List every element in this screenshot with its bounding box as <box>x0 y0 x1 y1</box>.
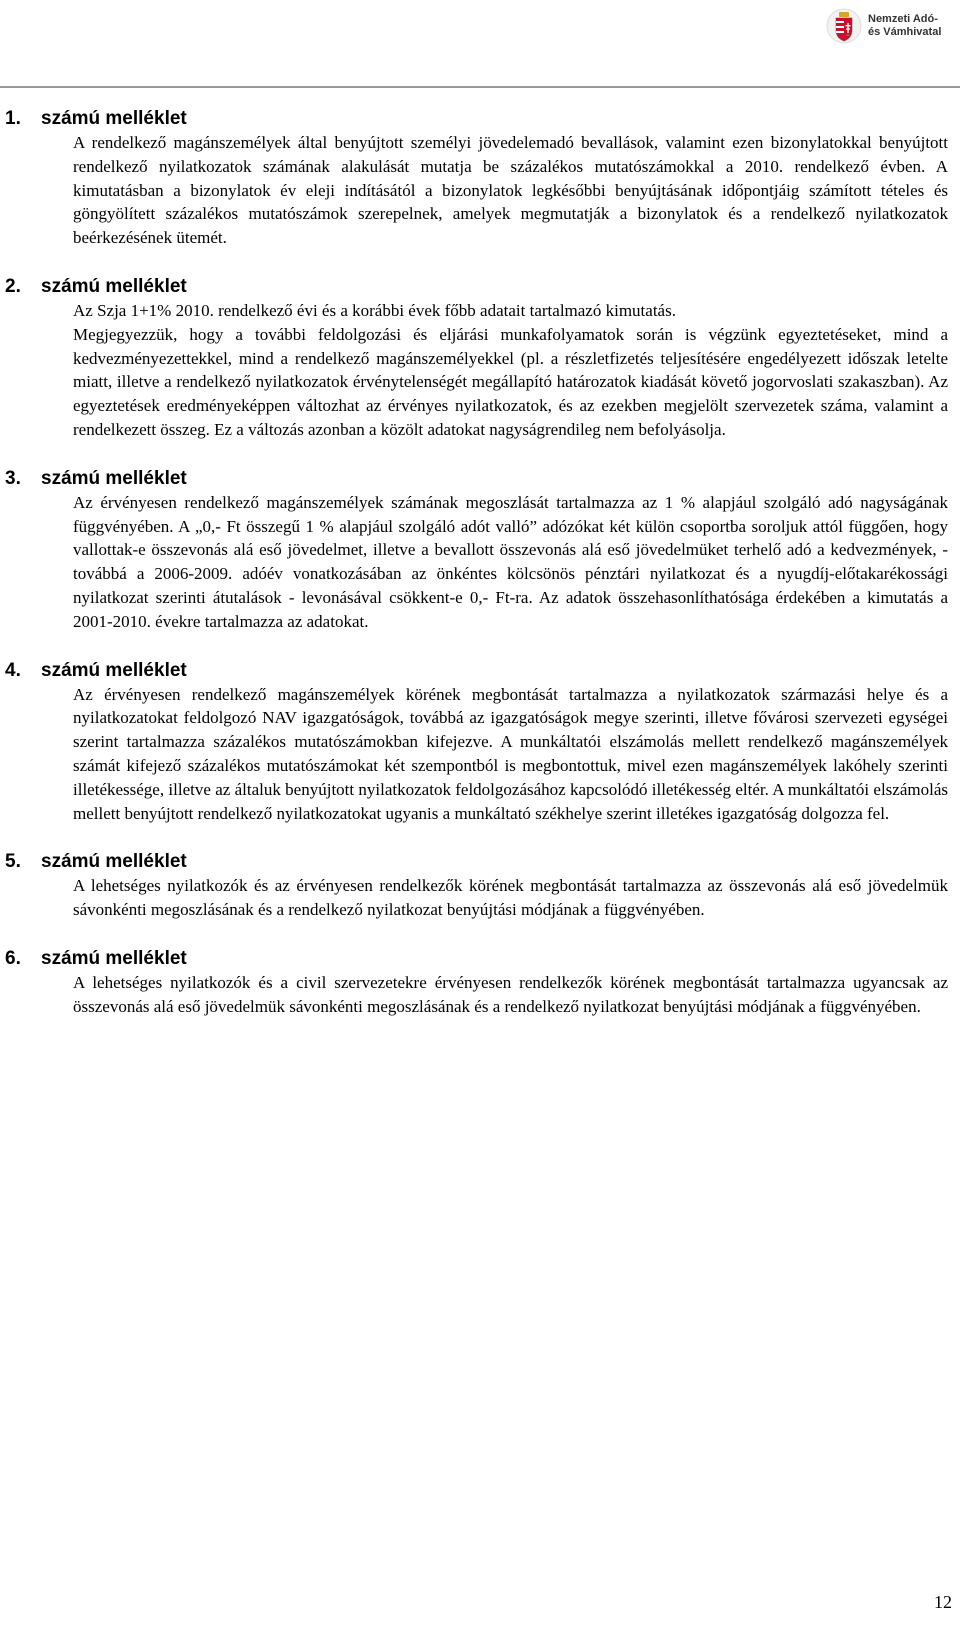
section-body <box>73 491 948 634</box>
section-title: számú melléklet <box>41 851 187 873</box>
section-title: számú melléklet <box>41 275 187 297</box>
paragraph: Megjegyezzük, hogy a további feldolgozási és eljárási munkafolyamatok során is végzünk egyeztetéseket, mind a kedvezményezettekkel, mind a rendelkező magánszemélyekkel (pl. a részletfizetés teljesítésére engedélyezett időszak letelte miatt, illetve a rendelkező nyilatkozatok érvénytelenségét megállapító határozatok kiadását követő jogorvoslati szakaszban). Az egyeztetések eredményeképpen változhat az érvényes nyilatkozatok, és az ezekben megjelölt szervezetek száma, valamint a rendelkezett összeg. Ez a változás azonban a közölt adatokat nagyságrendileg nem befolyásolja. <box>73 324 948 439</box>
section-heading <box>0 658 960 683</box>
section-number: 3. <box>5 467 21 489</box>
paragraph: A lehetséges nyilatkozók és a civil szervezetekre érvényesen rendelkezők körének megbontását tartalmazza ugyancsak az összevonás alá eső jövedelmük sávonkénti megoszlásának és a rendelkező nyilatkozat benyújtási módjának a függvényében. <box>73 972 948 1016</box>
section-1 <box>0 106 960 250</box>
section-body <box>73 874 948 922</box>
section-body <box>73 683 948 826</box>
section-number: 5. <box>5 851 21 873</box>
section-title: számú melléklet <box>41 947 187 969</box>
section-body <box>73 971 948 1019</box>
paragraph: Az érvényesen rendelkező magánszemélyek körének megbontását tartalmazza a nyilatkozatok származási helye és a nyilatkozatokat feldolgozó NAV igazgatóságok, továbbá az igazgatóságok megye szerinti, illetve fővárosi szervezeti egységei szerint tartalmazza százalékos mutatószámokban kifejezve. A munkáltatói elszámolás mellett rendelkező magánszemélyek számát kifejező százalékos mutatószámokat két szempontból is megbontottuk, mivel ezen magánszemélyek lakóhely szerinti illetékessége, illetve az általuk benyújtott nyilatkozatok feldolgozásához kapcsolódó illetékesség eltér. A munkáltatói elszámolás mellett benyújtott rendelkező nyilatkozatokat ugyanis a munkáltató székhelye szerint illetékes igazgatóság dolgozza fel. <box>73 684 948 823</box>
section-2 <box>0 274 960 442</box>
paragraph: Az Szja 1+1% 2010. rendelkező évi és a korábbi évek főbb adatait tartalmazó kimutatás. <box>73 300 676 320</box>
section-title: számú melléklet <box>41 467 187 489</box>
section-heading <box>0 946 960 971</box>
section-4 <box>0 658 960 826</box>
section-heading <box>0 466 960 491</box>
section-number: 2. <box>5 275 21 297</box>
document-body <box>0 106 960 1043</box>
paragraph: Az érvényesen rendelkező magánszemélyek számának megoszlását tartalmazza az 1 % alapjául szolgáló adó nagyságának függvényében. A „0,- Ft összegű 1 % alapjául szolgáló adót valló” adózókat két külön csoportba soroljuk attól függően, hogy vallottak-e összevonás alá eső jövedelmet, illetve a bevallott összevonás alá eső jövedelmüket terhelő adó a kedvezmények, - továbbá a 2006-2009. adóév vonatkozásában az önkéntes kölcsönös pénztári nyilatkozat és a nyugdíj-előtakarékossági nyilatkozat szerinti átutalások - levonásával csökkent-e 0,- Ft-ra. Az adatok összehasonlíthatósága érdekében a kimutatás a 2001-2010. évekre tartalmazza az adatokat. <box>73 492 948 631</box>
header-divider <box>0 86 960 88</box>
section-number: 1. <box>5 108 21 129</box>
section-heading <box>0 849 960 874</box>
nav-logo <box>826 6 952 46</box>
section-body <box>73 299 948 442</box>
paragraph: A lehetséges nyilatkozók és az érvényesen rendelkezők körének megbontását tartalmazza az összevonás alá eső jövedelmük sávonkénti megoszlásának és a rendelkező nyilatkozat benyújtási módjának a függvényében. <box>73 876 948 920</box>
logo-text-line1: Nemzeti Adó- <box>868 13 938 25</box>
section-body <box>73 131 948 250</box>
section-heading <box>0 106 960 131</box>
section-title: számú melléklet <box>41 659 187 681</box>
hungarian-coat-of-arms-icon <box>826 6 862 46</box>
section-number: 4. <box>5 659 21 681</box>
logo-text <box>868 13 941 39</box>
section-5 <box>0 849 960 922</box>
section-title: számú melléklet <box>41 108 187 129</box>
section-6 <box>0 946 960 1019</box>
section-3 <box>0 466 960 634</box>
logo-text-line2: és Vámhivatal <box>868 26 942 38</box>
paragraph: A rendelkező magánszemélyek által benyújtott személyi jövedelemadó bevallások, valamint ezen bizonylatokkal benyújtott rendelkező nyilatkozatok számának alakulását mutatja be százalékos mutatószámokkal a 2010. rendelkező évben. A kimutatásban a bizonylatok év eleji indításától a bizonylatok legkésőbbi benyújtásának időpontjáig számított tételes és göngyölített százalékos mutatószámok szerepelnek, amelyek megmutatják a bizonylatok és a rendelkező nyilatkozatok beérkezésének ütemét. <box>73 133 948 248</box>
section-number: 6. <box>5 947 21 969</box>
page-number: 12 <box>934 1592 952 1612</box>
section-heading <box>0 274 960 299</box>
